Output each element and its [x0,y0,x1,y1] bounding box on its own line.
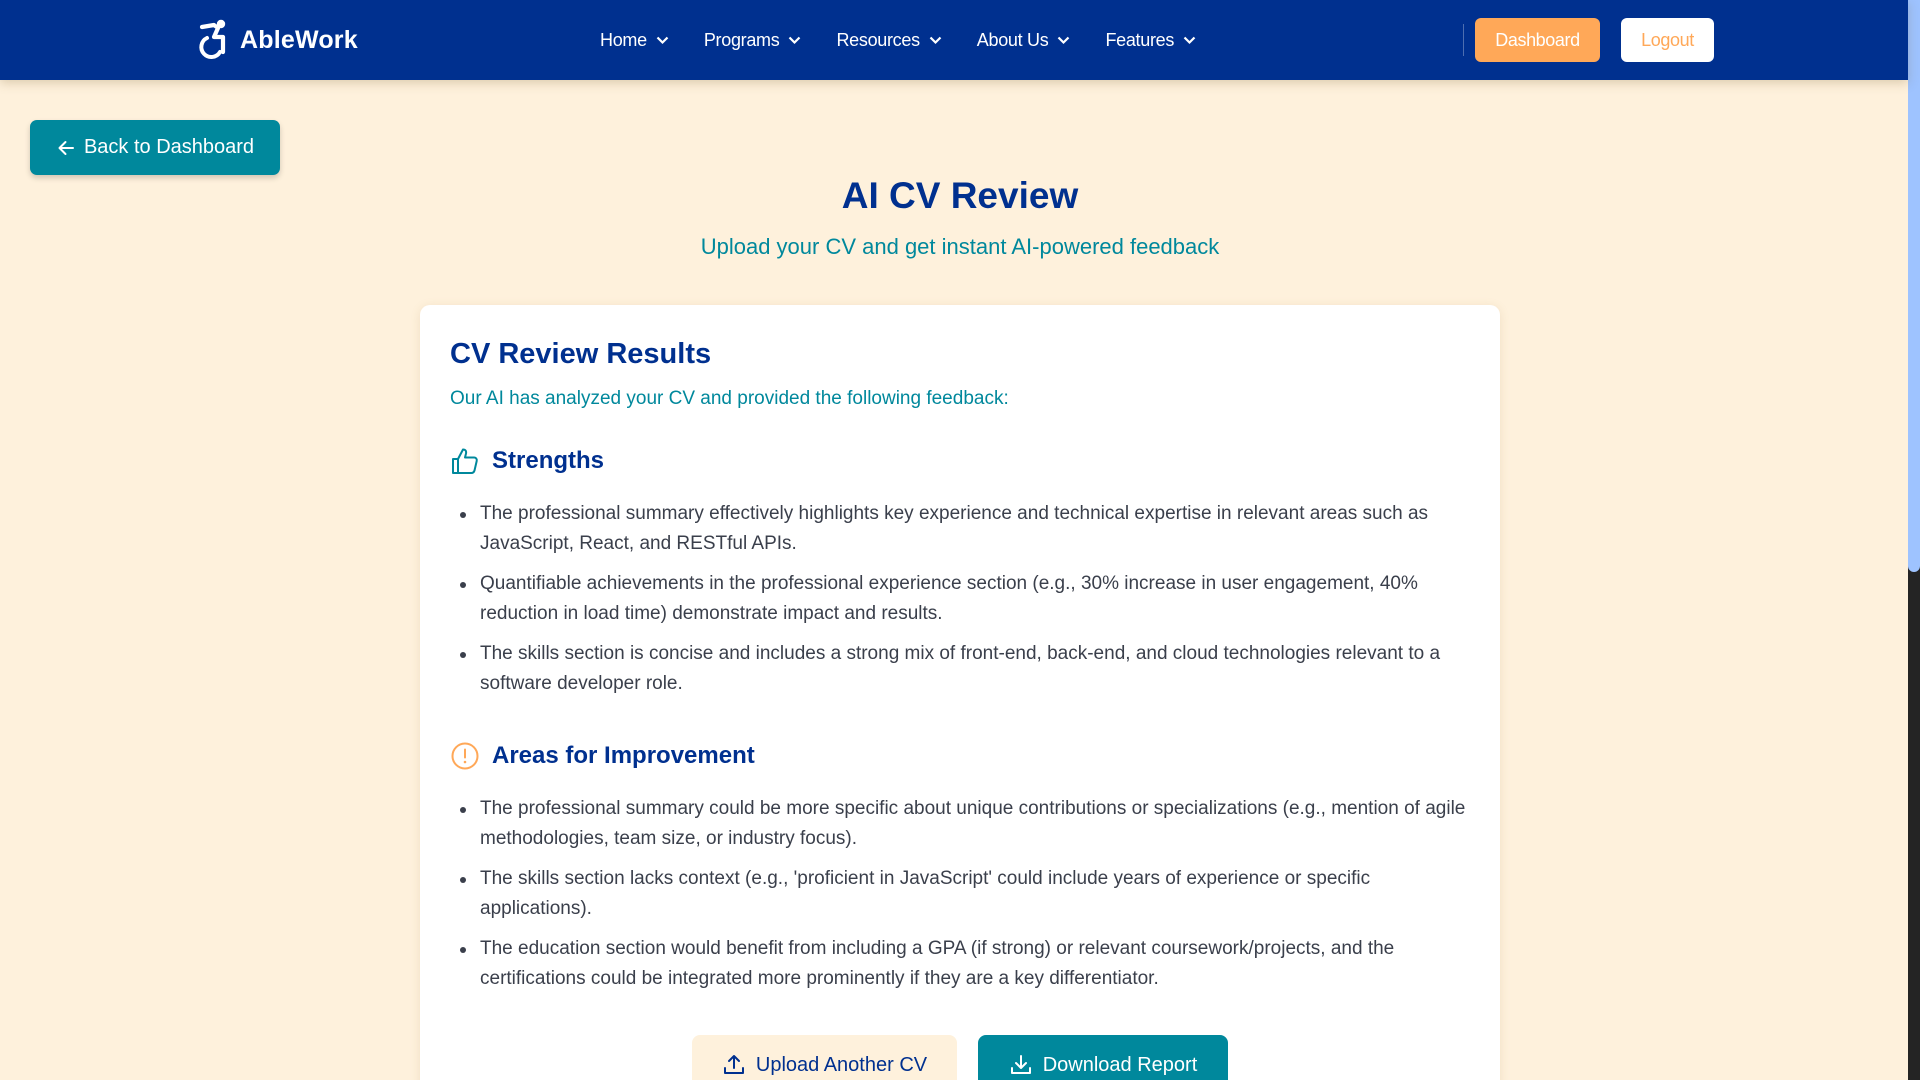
chevron-down-icon [1057,36,1070,45]
nav-divider [1463,24,1464,56]
nav-item-label: Features [1105,29,1175,50]
dashboard-button[interactable]: Dashboard [1475,18,1600,62]
accessibility-wheelchair-icon [196,19,230,61]
arrow-left-icon [56,138,76,158]
page-subtitle: Upload your CV and get instant AI-powered feedback [700,234,1220,259]
strength-item: Quantifiable achievements in the professional experience section (e.g., 30% increase in user engagement, 40% reduction in load time) demonstrate impact and results. [450,569,1470,629]
nav-item-resources[interactable] [836,30,941,51]
results-title: CV Review Results [450,338,712,370]
nav-links [600,0,1231,80]
strengths-heading-label: Strengths [492,447,605,474]
nav-item-label: Resources [836,29,920,50]
page-title: AI CV Review [841,175,1079,216]
nav-item-features[interactable] [1105,30,1196,51]
improvement-item: The professional summary could be more specific about unique contributions or specializations (e.g., mention of agile methodologies, team size, or industry focus). [450,794,1470,854]
chevron-down-icon [656,36,669,45]
strength-item: The skills section is concise and includes a strong mix of front-end, back-end, and cloud technologies relevant to a software developer role. [450,639,1470,699]
improvements-heading-label: Areas for Improvement [492,742,755,769]
results-subtitle: Our AI has analyzed your CV and provided the following feedback: [450,388,1009,409]
download-button-label: Download Report [1042,1053,1198,1076]
chevron-down-icon [1183,36,1196,45]
brand-name: AbleWork [240,25,358,54]
result-actions [692,1035,1228,1080]
back-to-dashboard-button[interactable] [30,120,280,175]
improvements-list [450,794,1470,994]
upload-another-cv-button[interactable] [692,1035,957,1080]
nav-item-label: Programs [703,29,780,50]
back-button-label: Back to Dashboard [83,136,255,158]
strengths-list [450,499,1470,699]
page-scrollbar[interactable] [1908,0,1920,1080]
strengths-heading [450,446,1470,476]
upload-button-label: Upload Another CV [755,1053,928,1076]
brand-logo[interactable] [196,18,358,62]
nav-item-label: About Us [976,29,1049,50]
improvements-heading [450,741,1470,771]
download-report-button[interactable] [978,1035,1228,1080]
download-icon [1009,1053,1033,1077]
nav-item-home[interactable] [600,30,669,51]
strength-item: The professional summary effectively highlights key experience and technical expertise in relevant areas such as JavaScript, React, and RESTful APIs. [450,499,1470,559]
upload-icon [722,1053,746,1077]
logout-button[interactable]: Logout [1621,18,1714,62]
top-navbar [0,0,1908,80]
improvement-item: The skills section lacks context (e.g., 'proficient in JavaScript' could include years of experience or specific applications). [450,864,1470,924]
thumbs-up-icon [450,446,480,476]
nav-item-programs[interactable] [704,30,802,51]
chevron-down-icon [788,36,801,45]
nav-item-label: Home [600,29,647,50]
scrollbar-thumb[interactable] [1908,0,1920,572]
improvement-item: The education section would benefit from including a GPA (if strong) or relevant coursework/projects, and the certifications could be integrated more prominently if they are a key differentiator. [450,934,1470,994]
chevron-down-icon [929,36,942,45]
cv-review-results-card [420,305,1500,1080]
alert-circle-icon [450,741,480,771]
nav-item-about-us[interactable] [977,30,1071,51]
